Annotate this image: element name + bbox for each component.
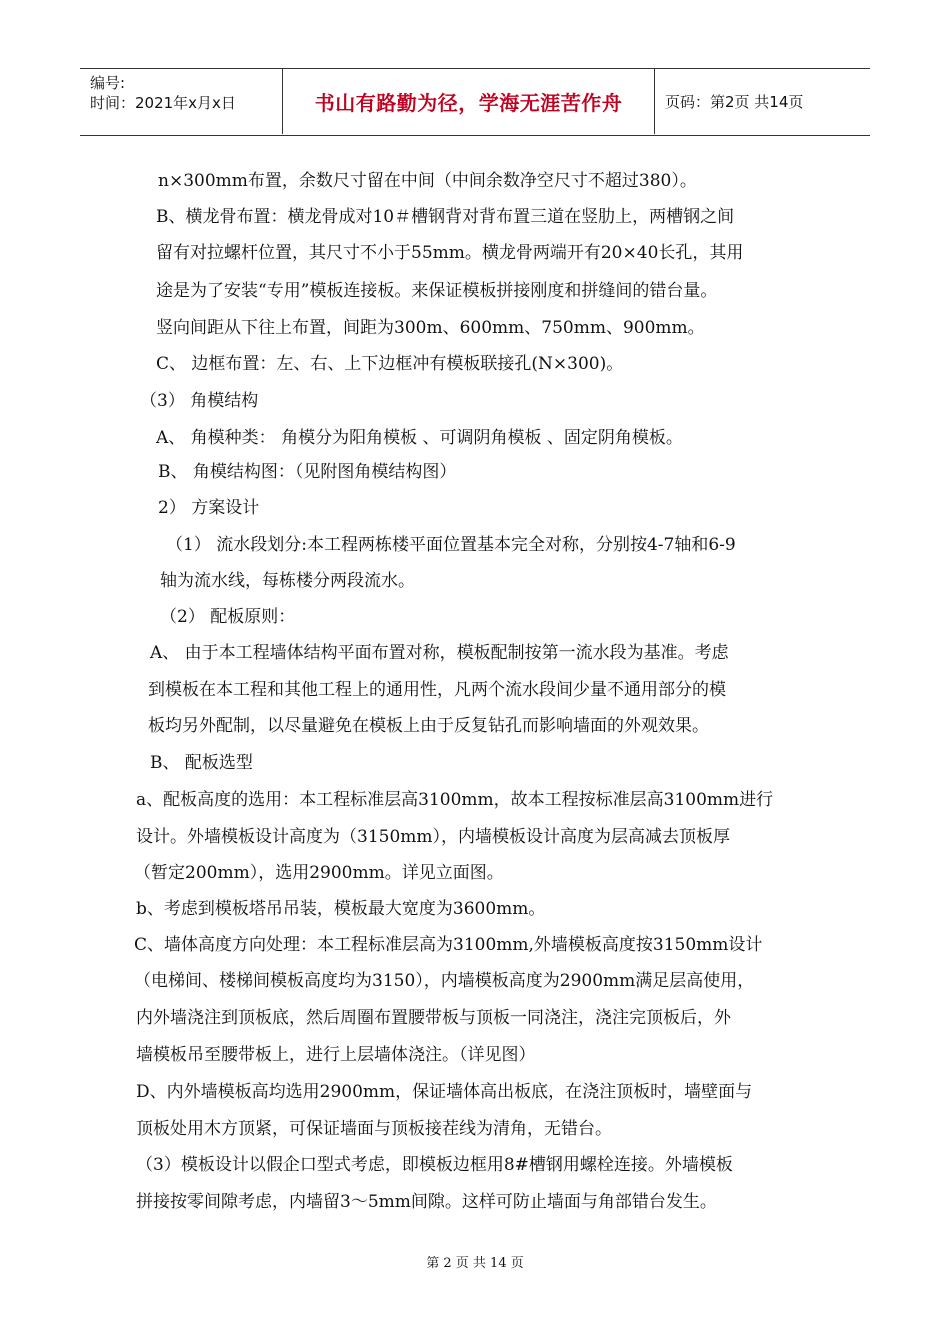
section-heading: 2） 方案设计	[158, 498, 260, 518]
body-line: （电梯间、楼梯间模板高度均为3150），内墙模板高度为2900mm满足层高使用，	[134, 971, 755, 991]
header-motto: 书山有路勤为径，学海无涯苦作舟	[314, 91, 623, 115]
body-line: C、墙体高度方向处理：本工程标准层高为3100mm,外墙模板高度按3150mm设计	[134, 935, 763, 955]
body-line: B、横龙骨布置：横龙骨成对10＃槽钢背对背布置三道在竖肋上，两槽钢之间	[156, 207, 735, 227]
header-motto-cell	[282, 69, 655, 134]
header-page-info: 页码：第2页 共14页	[665, 93, 804, 111]
body-line: 拼接按零间隙考虑，内墙留3～5mm间隙。这样可防止墙面与角部错台发生。	[136, 1192, 717, 1212]
body-line: b、考虑到模板塔吊吊装，模板最大宽度为3600mm。	[136, 899, 546, 919]
section-heading: （3） 角模结构	[140, 391, 259, 411]
body-line: （1） 流水段划分:本工程两栋楼平面位置基本完全对称，分别按4-7轴和6-9	[166, 535, 736, 555]
page-footer: 第 2 页 共 14 页	[426, 1256, 524, 1271]
body-line: 内外墙浇注到顶板底，然后周圈布置腰带板与顶板一同浇注，浇注完顶板后，外	[136, 1008, 731, 1028]
body-line: 途是为了安装“专用”模板连接板。来保证模板拼接刚度和拼缝间的错台量。	[156, 281, 718, 301]
body-line: 设计。外墙模板设计高度为（3150mm），内墙模板设计高度为层高减去顶板厚	[136, 827, 731, 847]
section-heading: （2） 配板原则：	[160, 607, 296, 627]
body-line: （3）模板设计以假企口型式考虑，即模板边框用8#槽钢用螺栓连接。外墙模板	[136, 1155, 733, 1175]
body-line: A、 由于本工程墙体结构平面布置对称，模板配制按第一流水段为基准。考虑	[150, 643, 729, 663]
body-line: 顶板处用木方顶紧，可保证墙面与顶板接茬线为清角，无错台。	[136, 1119, 612, 1139]
body-line: 墙模板吊至腰带板上，进行上层墙体浇注。（详见图）	[136, 1045, 536, 1065]
body-line: （暂定200mm），选用2900mm。详见立面图。	[134, 863, 504, 883]
body-line: a、配板高度的选用：本工程标准层高3100mm，故本工程按标准层高3100mm进行	[136, 790, 774, 810]
body-line: A、 角模种类： 角模分为阳角模板 、可调阴角模板 、固定阴角模板。	[156, 428, 683, 448]
document-date: 时间：2021年x月x日	[90, 94, 236, 112]
section-heading: B、 配板选型	[150, 753, 253, 773]
body-line: 板均另外配制，以尽量避免在模板上由于反复钻孔而影响墙面的外观效果。	[148, 716, 709, 736]
body-line: C、 边框布置：左、右、上下边框冲有模板联接孔(N×300)。	[156, 354, 624, 374]
document-number-label: 编号:	[90, 74, 126, 92]
body-line: 到模板在本工程和其他工程上的通用性，凡两个流水段间少量不通用部分的模	[148, 680, 726, 700]
page-header	[80, 68, 870, 136]
body-line: n×300mm布置，余数尺寸留在中间（中间余数净空尺寸不超过380）。	[158, 171, 697, 191]
body-line: 轴为流水线，每栋楼分两段流水。	[160, 571, 415, 591]
header-meta	[90, 73, 236, 113]
body-line: D、内外墙模板高均选用2900mm，保证墙体高出板底，在浇注顶板时，墙壁面与	[136, 1082, 753, 1102]
body-line: 竖向间距从下往上布置，间距为300m、600mm、750mm、900mm。	[156, 318, 705, 338]
body-line: 留有对拉螺杆位置，其尺寸不小于55mm。横龙骨两端开有20×40长孔，其用	[156, 243, 744, 263]
body-line: B、 角模结构图：（见附图角模结构图）	[158, 462, 457, 482]
